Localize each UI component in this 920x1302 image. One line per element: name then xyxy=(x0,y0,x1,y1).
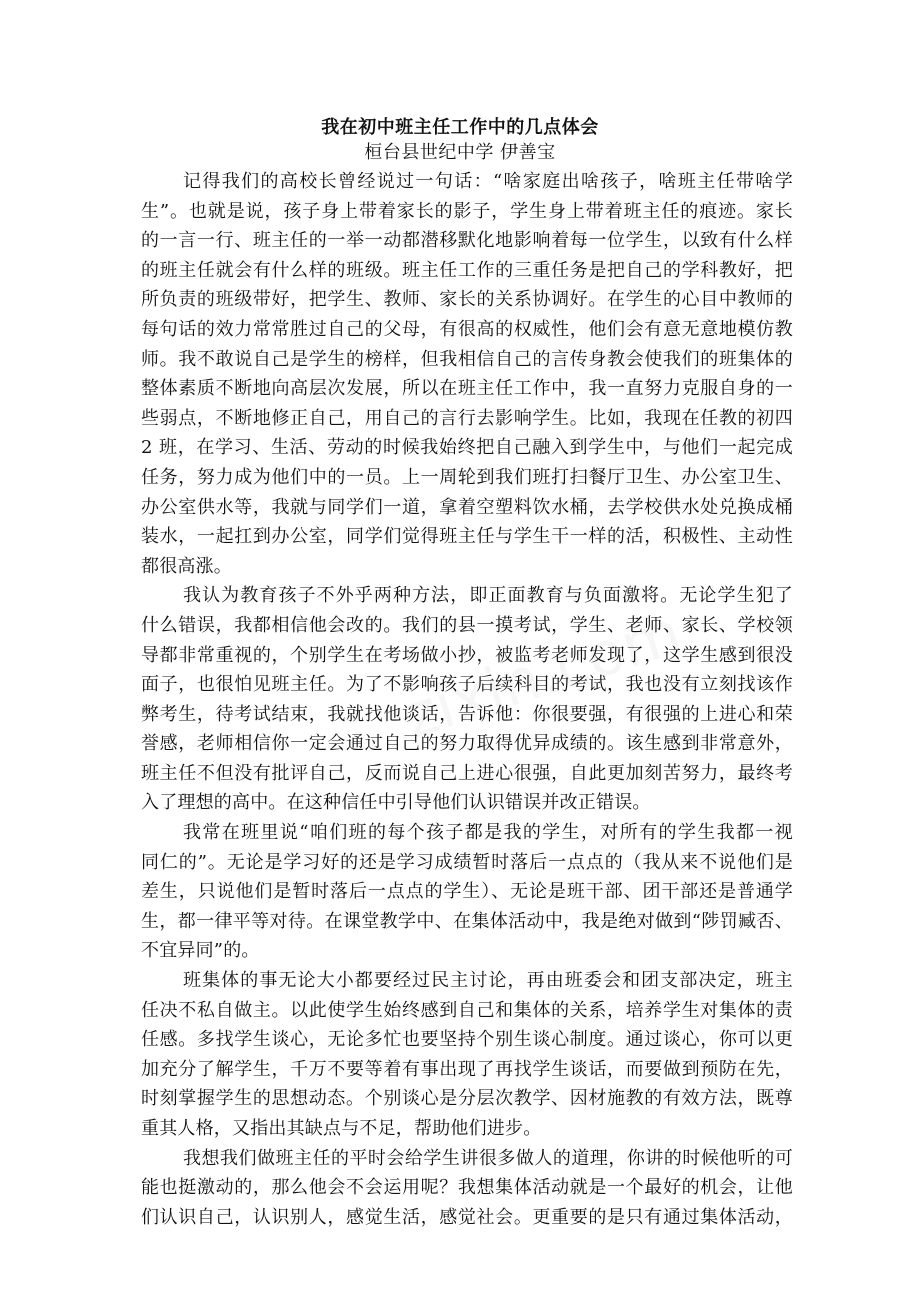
text-line: 入了理想的高中。在这种信任中引导他们认识错误并改正错误。 xyxy=(141,792,651,814)
text-line: 差生，只说他们是暂时落后一点点的学生）、无论是班干部、团干部还是普通学 xyxy=(141,881,793,903)
text-line: 誉感，老师相信你一定会通过自己的努力取得优异成绩的。该生感到非常意外， xyxy=(141,733,793,755)
text-line: 同仁的”。无论是学习好的还是学习成绩暂时落后一点点的（我从来不说他们是 xyxy=(141,851,793,873)
text-line: 任务，努力成为他们中的一员。上一周轮到我们班打扫餐厅卫生、办公室卫生、 xyxy=(141,466,793,488)
text-line: 重其人格，又指出其缺点与不足，帮助他们进步。 xyxy=(141,1118,542,1139)
author-line: 桓台县世纪中学 伊善宝 xyxy=(364,142,556,163)
text-line: 2 班，在学习、生活、劳动的时候我始终把自己融入到学生中，与他们一起完成 xyxy=(141,437,793,459)
text-line: 我常在班里说“咱们班的每个孩子都是我的学生，对所有的学生我都一视 xyxy=(183,822,793,844)
text-line: 什么错误，我都相信他会改的。我们的县一摸考试，学生、老师、家长、学校领 xyxy=(141,614,793,636)
text-line: 每句话的效力常常胜过自己的父母，有很高的权威性，他们会有意无意地模仿教 xyxy=(141,318,793,340)
text-line: 班主任不但没有批评自己，反而说自己上进心很强，自此更加刻苦努力，最终考 xyxy=(141,762,793,784)
text-line: 的一言一行、班主任的一举一动都潜移默化地影响着每一位学生，以致有什么样 xyxy=(141,230,793,252)
text-line: 我想我们做班主任的平时会给学生讲很多做人的道理，你讲的时候他听的可 xyxy=(183,1147,793,1169)
text-line: 导都非常重视的，个别学生在考场做小抄，被监考老师发现了，这学生感到很没 xyxy=(141,644,793,666)
text-line: 弊考生，待考试结束，我就找他谈话，告诉他：你很要强，有很强的上进心和荣 xyxy=(141,703,793,725)
text-line: 些弱点，不断地修正自己，用自己的言行去影响学生。比如，我现在任教的初四 xyxy=(141,407,793,429)
text-line: 都很高涨。 xyxy=(141,555,232,577)
text-line: 能也挺激动的，那么他会不会运用呢？我想集体活动就是一个最好的机会，让他 xyxy=(141,1177,793,1199)
text-line: 不宜异同”的。 xyxy=(141,940,260,962)
text-line: 办公室供水等，我就与同学们一道，拿着空塑料饮水桶，去学校供水处兑换成桶 xyxy=(141,496,793,518)
text-line: 任感。多找学生谈心，无论多忙也要坚持个别生谈心制度。通过谈心，你可以更 xyxy=(141,1029,793,1051)
text-line: 师。我不敢说自己是学生的榜样，但我相信自己的言传身教会使我们的班集体的 xyxy=(141,348,793,370)
text-line: 所负责的班级带好，把学生、教师、家长的关系协调好。在学生的心目中教师的 xyxy=(141,289,793,311)
text-line: 任决不私自做主。以此使学生始终感到自己和集体的关系，培养学生对集体的责 xyxy=(141,999,793,1021)
text-line: 记得我们的高校长曾经说过一句话：“啥家庭出啥孩子，啥班主任带啥学 xyxy=(183,171,793,192)
document-body xyxy=(141,167,793,1232)
text-line: 生”。也就是说，孩子身上带着家长的影子，学生身上带着班主任的痕迹。家长 xyxy=(141,200,793,222)
text-line: 装水，一起扛到办公室，同学们觉得班主任与学生干一样的活，积极性、主动性 xyxy=(141,526,793,548)
text-line: 班集体的事无论大小都要经过民主讨论，再由班委会和团支部决定，班主 xyxy=(183,970,793,992)
text-line: 生，都一律平等对待。在课堂教学中、在集体活动中，我是绝对做到“陟罚臧否、 xyxy=(141,910,793,932)
text-line: 我认为教育孩子不外乎两种方法，即正面教育与负面激将。无论学生犯了 xyxy=(183,585,793,607)
text-line: 们认识自己，认识别人，感觉生活，感觉社会。更重要的是只有通过集体活动， xyxy=(141,1206,793,1228)
text-line: 加充分了解学生，千万不要等着有事出现了再找学生谈话，而要做到预防在先， xyxy=(141,1058,793,1080)
text-line: 面子，也很怕见班主任。为了不影响孩子后续科目的考试，我也没有立刻找该作 xyxy=(141,674,793,696)
text-line: 的班主任就会有什么样的班级。班主任工作的三重任务是把自己的学科教好，把 xyxy=(141,259,793,281)
text-line: 时刻掌握学生的思想动态。个别谈心是分层次教学、因材施教的有效方法，既尊 xyxy=(141,1088,793,1110)
document-title: 我在初中班主任工作中的几点体会 xyxy=(321,117,599,138)
text-line: 整体素质不断地向高层次发展，所以在班主任工作中，我一直努力克服自身的一 xyxy=(141,378,793,400)
